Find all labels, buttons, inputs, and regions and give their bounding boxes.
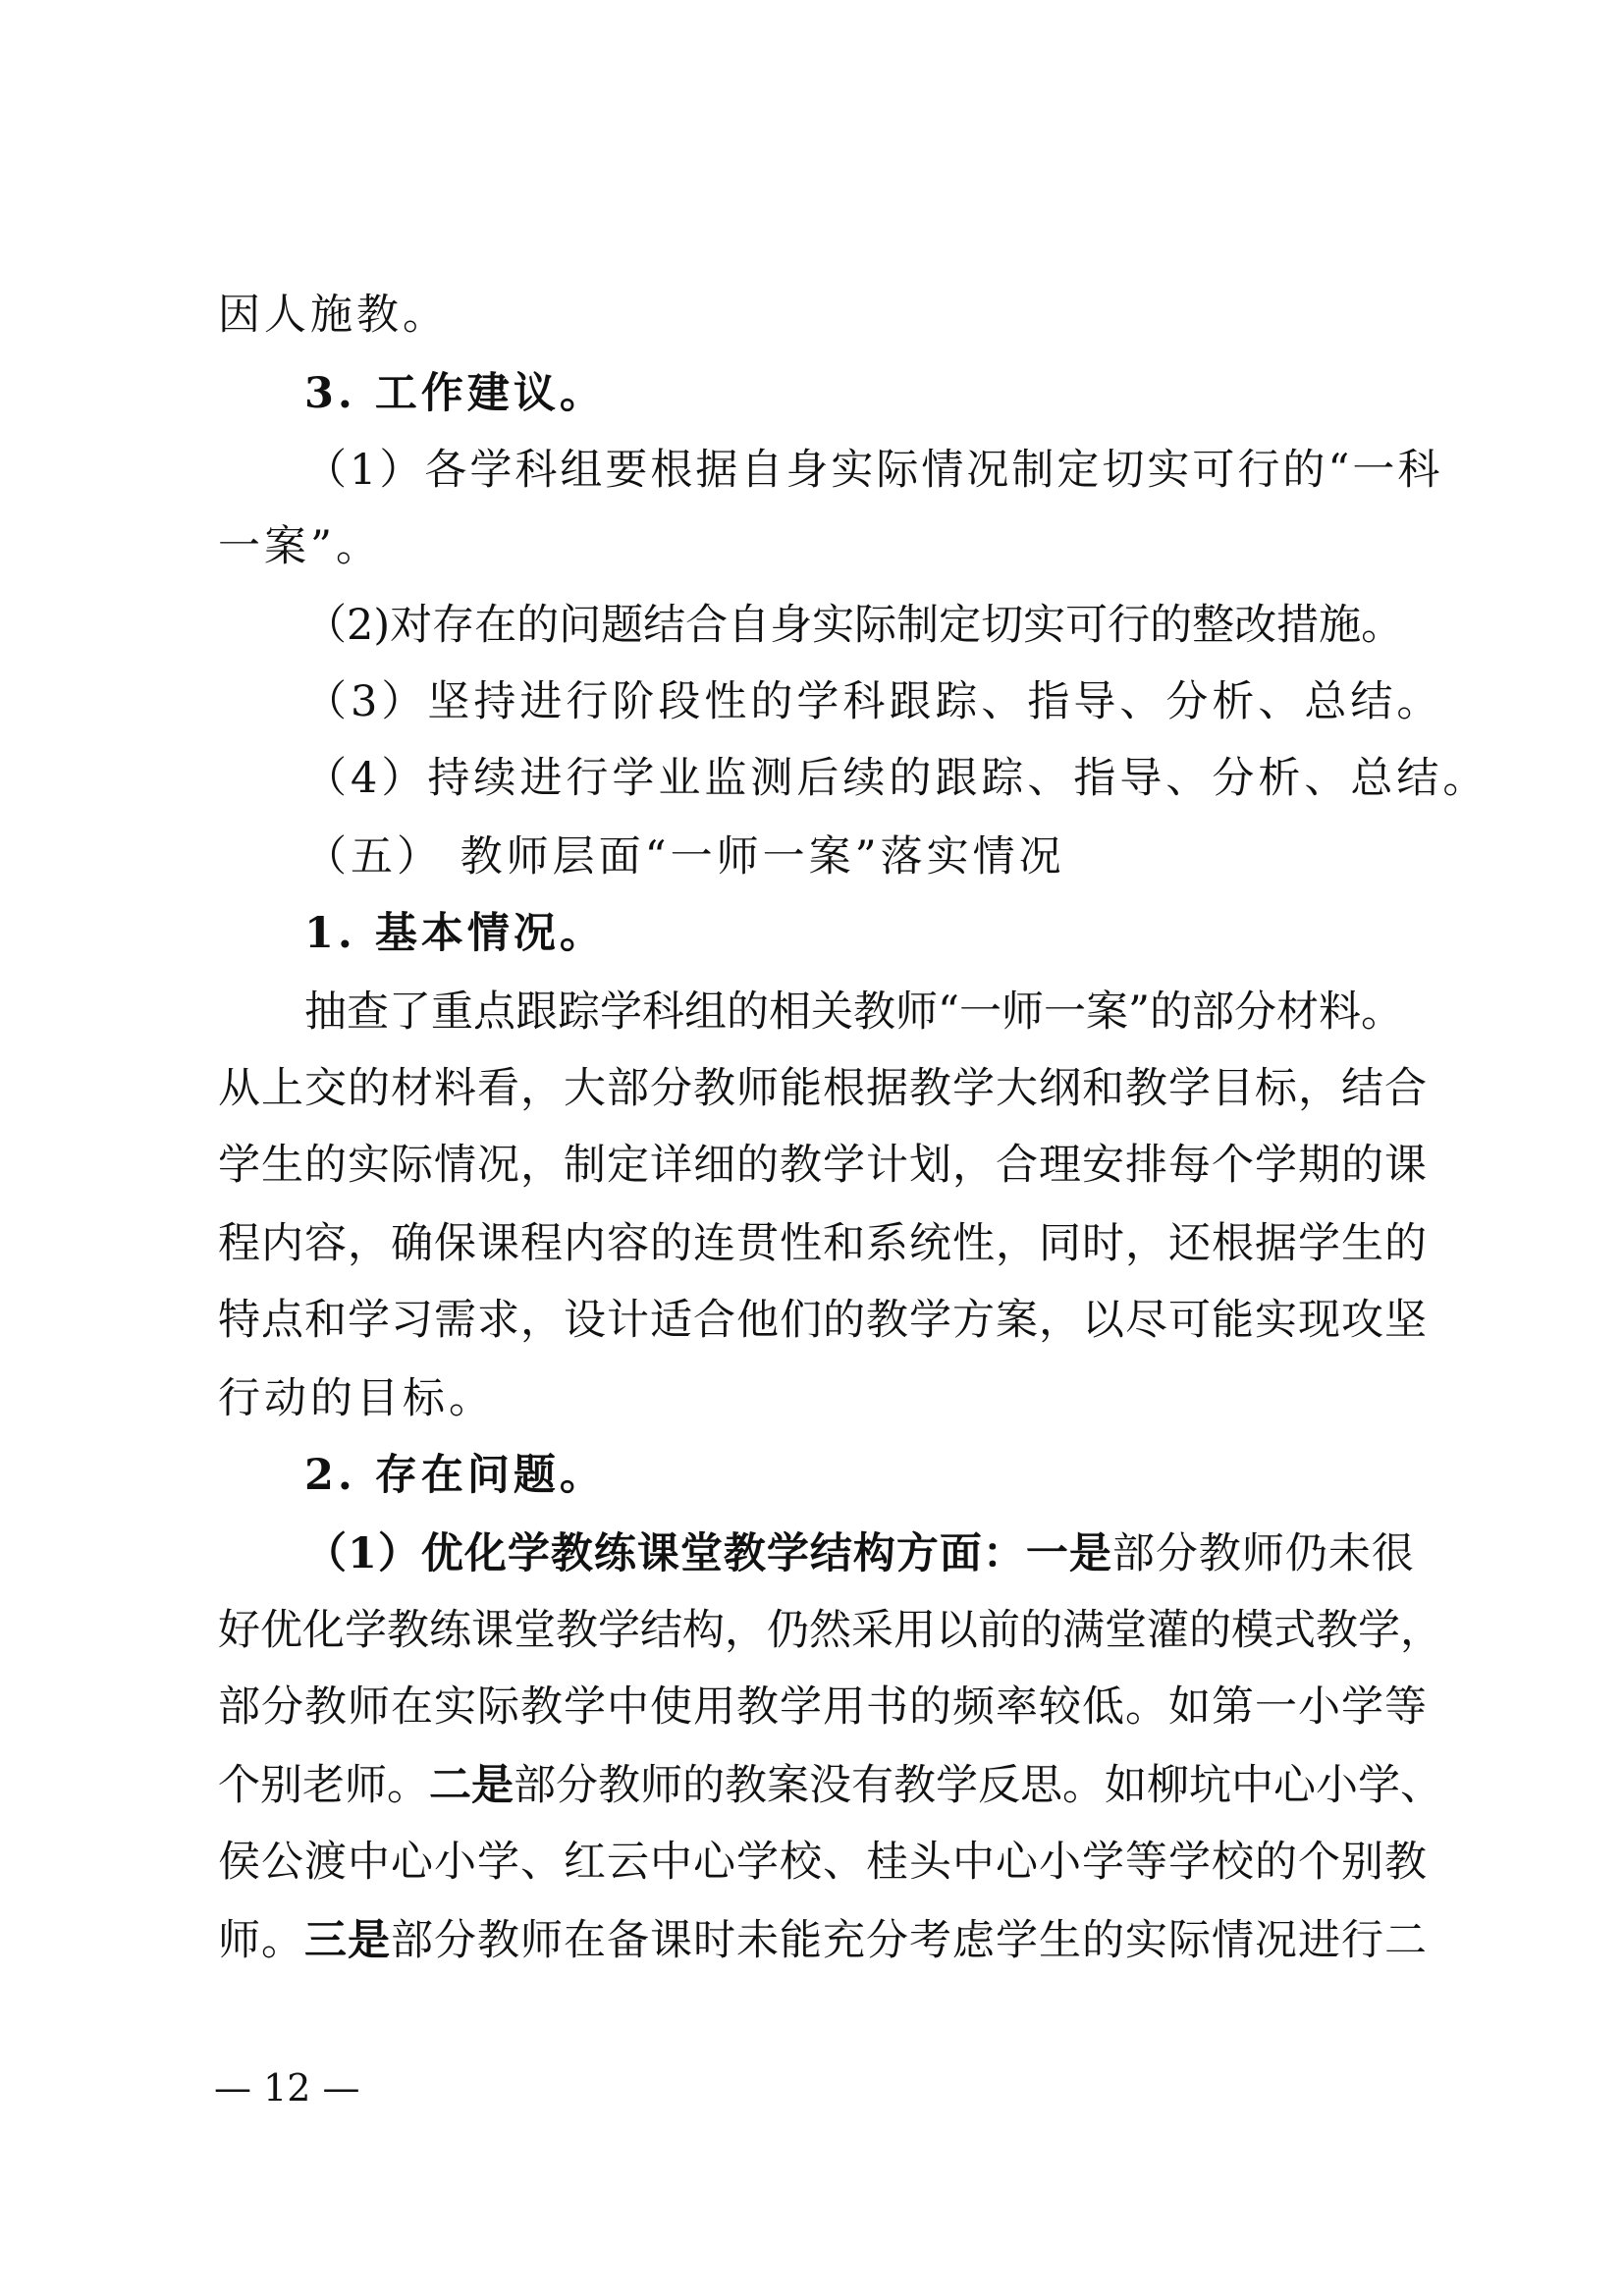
bold-lead: （1）优化学教练课堂教学结构方面：一是 [304, 1529, 1112, 1578]
section-heading: 2. 存在问题。 [304, 1451, 606, 1500]
paragraph-line: 特点和学习需求，设计适合他们的教学方案，以尽可能实现攻坚 [218, 1296, 1428, 1345]
paragraph-line: 侯公渡中心小学、红云中心学校、桂头中心小学等学校的个别教 [218, 1838, 1428, 1887]
text-run: 部分教师在备课时未能充分考虑学生的实际情况进行二 [391, 1916, 1428, 1965]
paragraph-line [304, 1529, 1522, 1578]
paragraph-line: （3）坚持进行阶段性的学科跟踪、指导、分析、总结。 [304, 677, 1443, 726]
section-heading: （五） 教师层面“一师一案”落实情况 [304, 832, 1065, 881]
paragraph-line: （1）各学科组要根据自身实际情况制定切实可行的“一科 [304, 446, 1443, 495]
section-heading: 3. 工作建议。 [304, 369, 606, 418]
page-number: — 12 — [214, 2066, 360, 2109]
text-run: 部分教师仍未很 [1111, 1529, 1415, 1578]
paragraph-line: 从上交的材料看，大部分教师能根据教学大纲和教学目标，结合 [218, 1064, 1428, 1113]
paragraph-line: 部分教师在实际教学中使用教学用书的频率较低。如第一小学等 [218, 1682, 1428, 1732]
paragraph-line [218, 1761, 1442, 1810]
paragraph-line [218, 1916, 1435, 1965]
paragraph-line: 学生的实际情况，制定详细的教学计划，合理安排每个学期的课 [218, 1141, 1428, 1190]
paragraph-line: （2)对存在的问题结合自身实际制定切实可行的整改措施。 [304, 601, 1404, 650]
text-run: 部分教师的教案没有教学反思。如柳坑中心小学、 [514, 1761, 1442, 1810]
text-run: 师。 [218, 1916, 304, 1965]
paragraph-line: 程内容，确保课程内容的连贯性和系统性，同时，还根据学生的 [218, 1219, 1428, 1268]
paragraph-line: 抽查了重点跟踪学科组的相关教师“一师一案”的部分材料。 [304, 988, 1403, 1037]
paragraph-line: 因人施教。 [218, 291, 449, 340]
bold-lead: 三是 [304, 1916, 391, 1965]
section-heading: 1. 基本情况。 [304, 909, 606, 958]
paragraph-line: 行动的目标。 [218, 1374, 495, 1423]
text-run: 个别老师。 [218, 1761, 429, 1810]
paragraph-line: 一案”。 [218, 522, 382, 571]
paragraph-line: 好优化学教练课堂教学结构，仍然采用以前的满堂灌的模式教学， [218, 1606, 1442, 1655]
paragraph-line: （4）持续进行学业监测后续的跟踪、指导、分析、总结。 [304, 754, 1489, 803]
bold-lead: 二是 [429, 1761, 514, 1810]
